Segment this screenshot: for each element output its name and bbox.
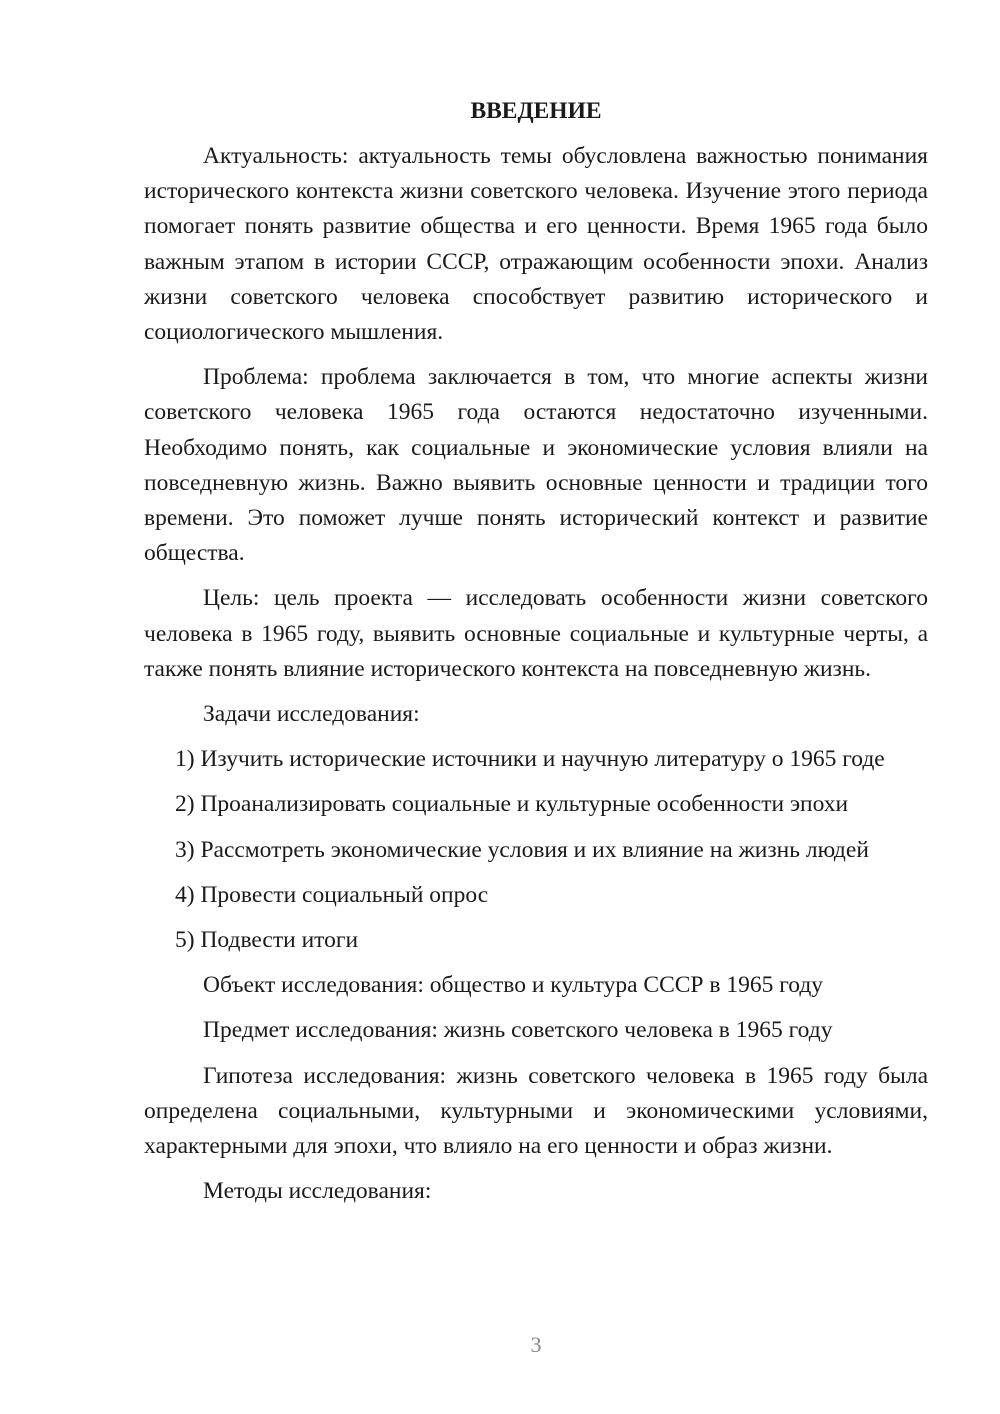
research-subject: Предмет исследования: жизнь советского человека в 1965 году	[203, 1017, 833, 1044]
methods-heading: Методы исследования:	[203, 1178, 432, 1205]
list-item: 5) Подвести итоги	[175, 927, 359, 954]
list-item: 3) Рассмотреть экономические условия и их влияние на жизнь людей	[175, 836, 869, 863]
problem-paragraph: Проблема: проблема заключается в том, что многие аспекты жизни советского человека 1965 года остаются недостаточно изученными. Необходимо понять, как социальные и экономические условия влияли на повседневную жизнь. Важно выявить основные ценности и традиции того времени. Это поможет лучше понять исторический контекст и развитие общества.	[144, 364, 928, 567]
research-object: Объект исследования: общество и культура СССР в 1965 году	[203, 972, 824, 999]
list-item: 1) Изучить исторические источники и научную литературу о 1965 годе	[175, 746, 885, 773]
page-number: 3	[530, 1332, 542, 1357]
tasks-heading: Задачи исследования:	[203, 701, 420, 728]
document-body	[144, 94, 928, 1219]
hypothesis-paragraph: Гипотеза исследования: жизнь советского человека в 1965 году была определена социальными, культурными и экономическими условиями, характерными для эпохи, что влияло на его ценности и образ жизни.	[144, 1062, 928, 1160]
goal-paragraph: Цель: цель проекта — исследовать особенности жизни советского человека в 1965 году, выявить основные социальные и культурные черты, а также понять влияние исторического контекста на повседневную жизнь.	[144, 585, 928, 682]
list-item: 2) Проанализировать социальные и культурные особенности эпохи	[175, 791, 849, 818]
list-item: 4) Провести социальный опрос	[175, 881, 489, 908]
section-title: ВВЕДЕНИЕ	[470, 98, 602, 124]
relevance-paragraph: Актуальность: актуальность темы обусловлена важностью понимания исторического контекста жизни советского человека. Изучение этого периода помогает понять развитие общества и его ценности. Время 1965 года было важным этапом в истории СССР, отражающим особенности эпохи. Анализ жизни советского человека способствует развитию исторического и социологического мышления.	[144, 143, 928, 346]
tasks-list	[144, 742, 928, 958]
